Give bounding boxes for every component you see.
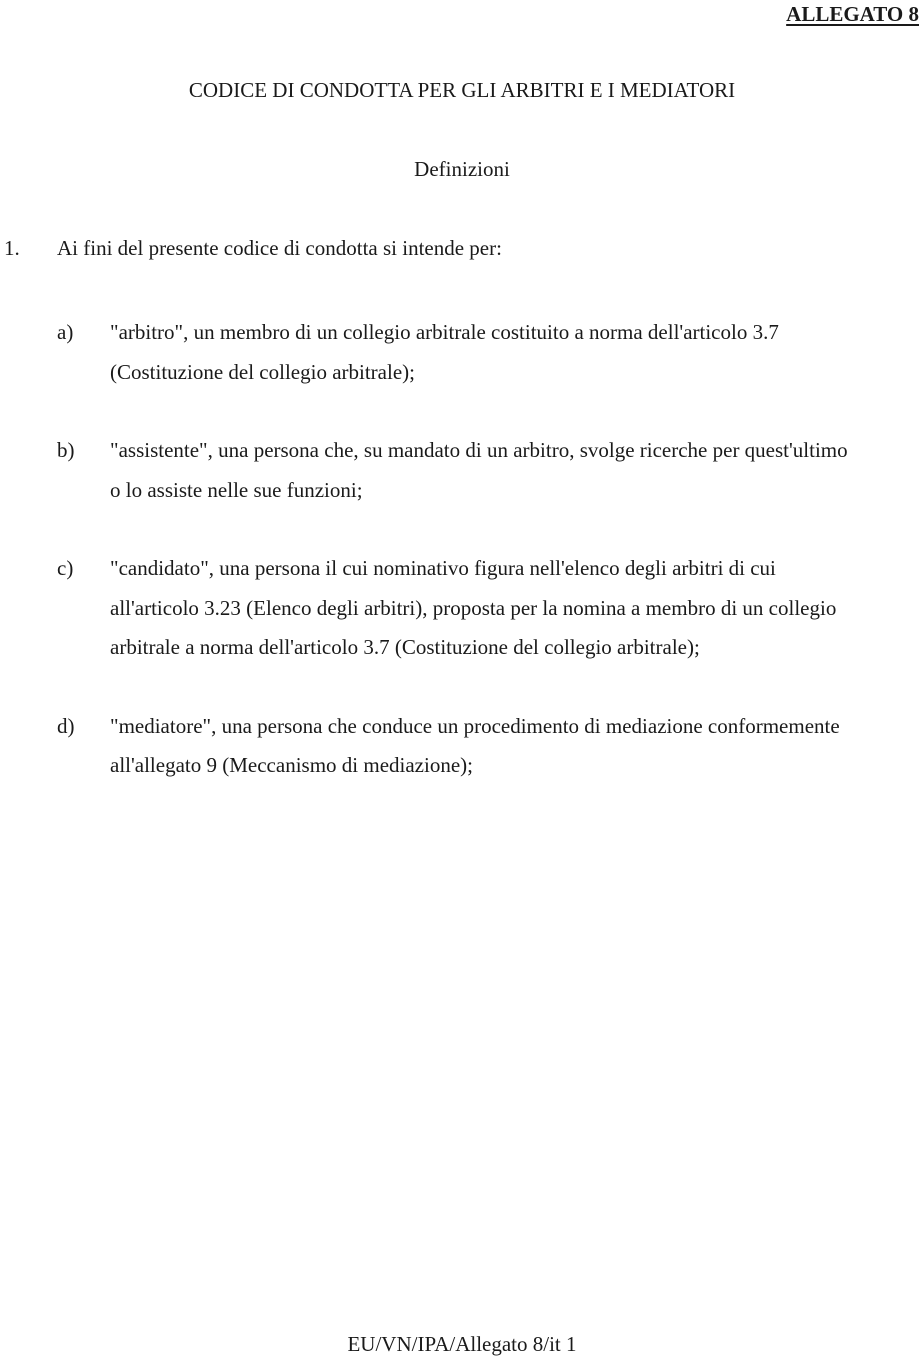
definition-text — [110, 549, 916, 668]
definition-letter: a) — [57, 320, 74, 344]
definition-letter: c) — [57, 556, 74, 580]
definition-letter: d) — [57, 713, 75, 738]
definition-line: "candidato", una persona il cui nominativo figura nell'elenco degli arbitri di cui — [110, 556, 776, 580]
section-heading: Definizioni — [414, 157, 510, 181]
definition-item-c — [0, 549, 924, 668]
definition-line: o lo assiste nelle sue funzioni; — [110, 477, 363, 502]
definition-line: "assistente", una persona che, su mandato di un arbitro, svolge ricerche per quest'ultimo — [110, 438, 848, 462]
definitions-list — [0, 313, 924, 825]
definition-line: all'articolo 3.23 (Elenco degli arbitri), proposta per la nomina a membro di un collegio — [110, 595, 837, 620]
definition-item-b — [0, 431, 924, 510]
definition-line: "mediatore", una persona che conduce un procedimento di mediazione conformemente — [110, 713, 840, 738]
definition-text — [110, 313, 916, 392]
paragraph-text: Ai fini del presente codice di condotta si intende per: — [57, 236, 502, 260]
definition-line: "arbitro", un membro di un collegio arbitrale costituito a norma dell'articolo 3.7 — [110, 320, 779, 344]
definition-text — [110, 431, 916, 510]
definition-line: (Costituzione del collegio arbitrale); — [110, 359, 415, 384]
definition-item-d — [0, 707, 924, 786]
document-title: CODICE DI CONDOTTA PER GLI ARBITRI E I MEDIATORI — [188, 78, 736, 102]
page-footer-reference: EU/VN/IPA/Allegato 8/it 1 — [347, 1332, 577, 1356]
definition-letter: b) — [57, 438, 75, 462]
definition-text — [110, 707, 916, 786]
paragraph-number: 1. — [4, 236, 20, 260]
definition-item-a — [0, 313, 924, 392]
definition-line: all'allegato 9 (Meccanismo di mediazione); — [110, 753, 473, 777]
definition-line: arbitrale a norma dell'articolo 3.7 (Costituzione del collegio arbitrale); — [110, 635, 700, 659]
annex-label: ALLEGATO 8 — [786, 2, 919, 26]
